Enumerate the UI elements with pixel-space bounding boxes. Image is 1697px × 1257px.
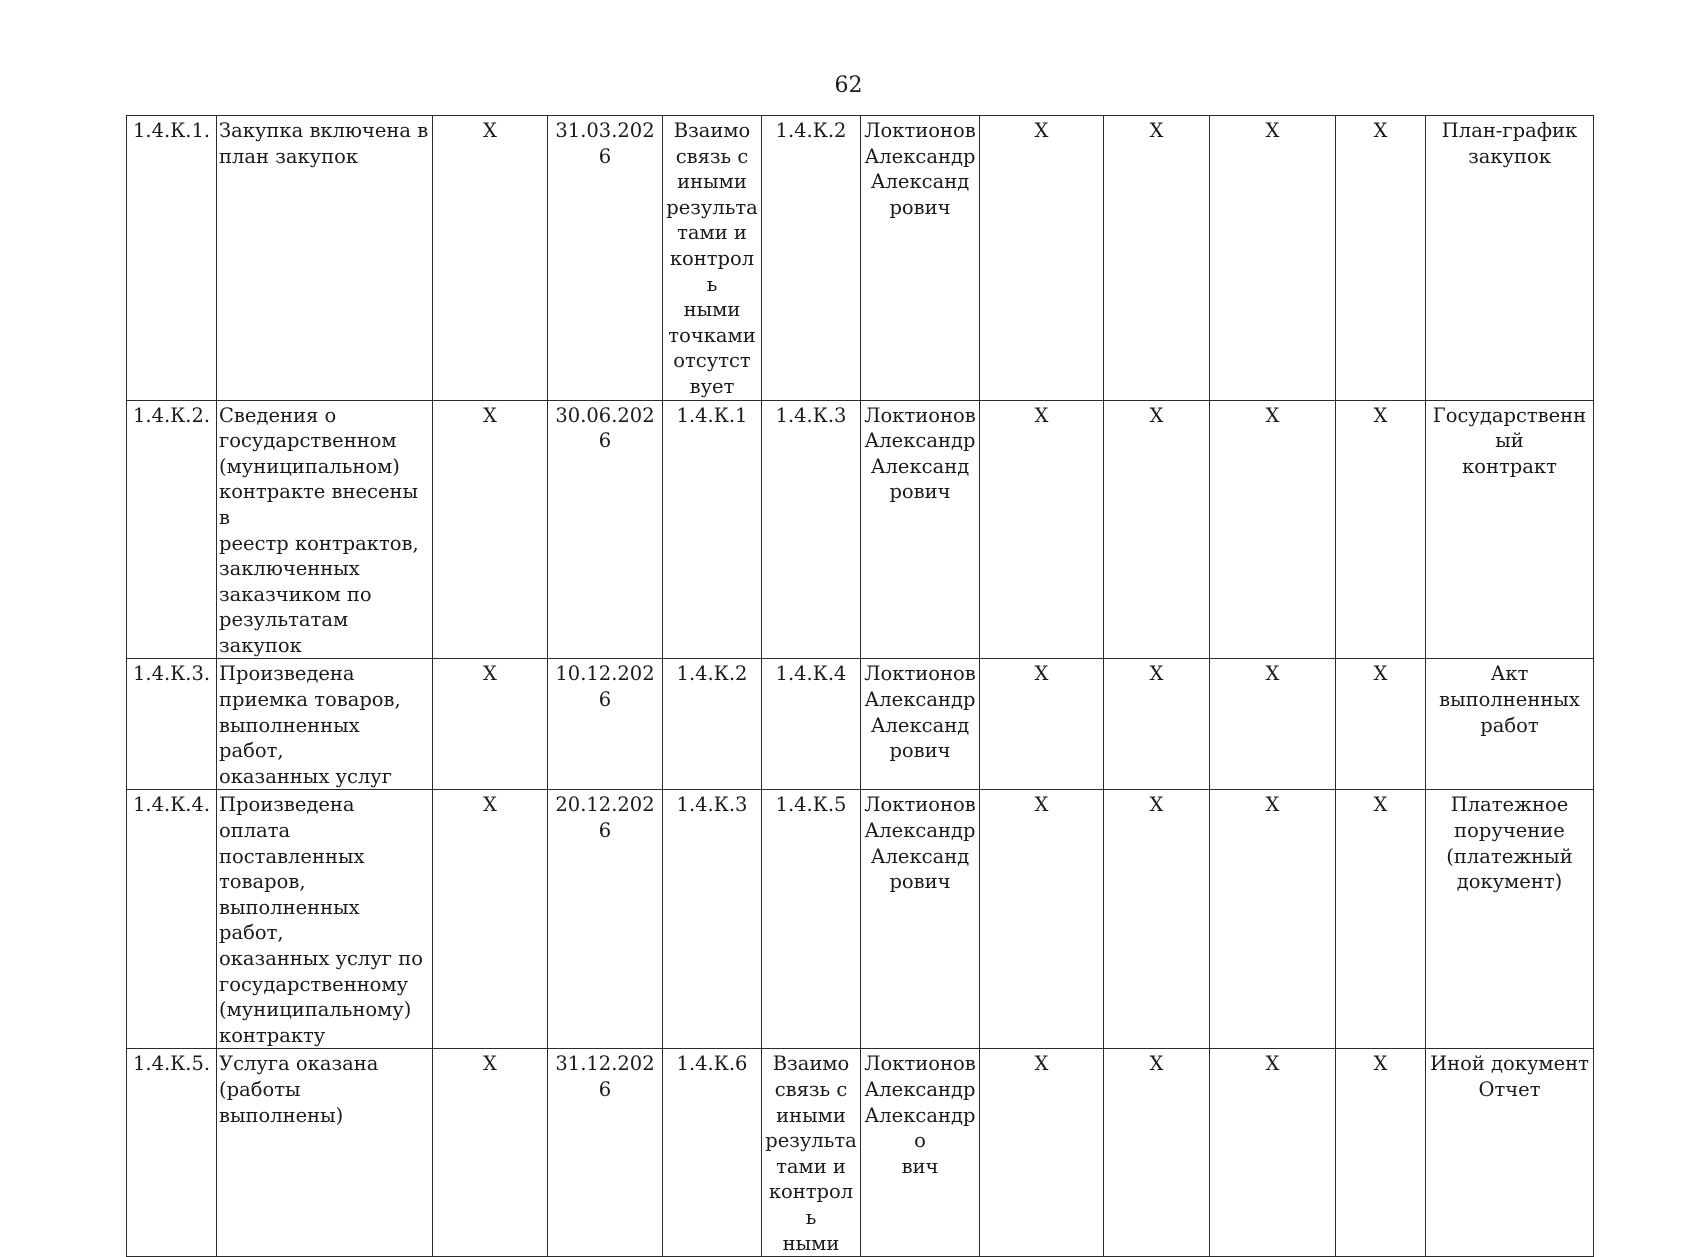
cell-next: 1.4.К.5 <box>762 790 861 1049</box>
cell-mark: Х <box>1210 1049 1336 1257</box>
cell-mark: Х <box>433 400 548 659</box>
cell-mark: Х <box>1210 659 1336 790</box>
cell-name: Закупка включена в план закупок <box>217 116 433 401</box>
cell-prev: 1.4.К.3 <box>663 790 762 1049</box>
cell-mark: Х <box>1210 400 1336 659</box>
cell-date: 20.12.2026 <box>548 790 663 1049</box>
cell-mark: Х <box>1104 1049 1210 1257</box>
cell-next: Взаимо связь с иными результа тами и контроль ными <box>762 1049 861 1257</box>
cell-mark: Х <box>433 1049 548 1257</box>
cell-document: Акт выполненных работ <box>1426 659 1594 790</box>
cell-mark: Х <box>980 400 1104 659</box>
cell-next: 1.4.К.4 <box>762 659 861 790</box>
cell-document: План-график закупок <box>1426 116 1594 401</box>
cell-date: 31.03.2026 <box>548 116 663 401</box>
cell-name: Услуга оказана (работы выполнены) <box>217 1049 433 1257</box>
cell-prev: Взаимо связь с иными результа тами и контроль ными точками отсутст вует <box>663 116 762 401</box>
cell-mark: Х <box>1336 659 1426 790</box>
cell-responsible: Локтионов Александр Александ рович <box>861 790 980 1049</box>
cell-code: 1.4.К.2. <box>127 400 217 659</box>
cell-next: 1.4.К.3 <box>762 400 861 659</box>
cell-mark: Х <box>433 790 548 1049</box>
cell-mark: Х <box>1336 116 1426 401</box>
cell-mark: Х <box>1104 400 1210 659</box>
cell-prev: 1.4.К.6 <box>663 1049 762 1257</box>
cell-name: Произведена приемка товаров, выполненных работ, оказанных услуг <box>217 659 433 790</box>
cell-name: Произведена оплата поставленных товаров, выполненных работ, оказанных услуг по государственному (муниципальному) контракту <box>217 790 433 1049</box>
table-row <box>127 116 1594 401</box>
table-row <box>127 1049 1594 1257</box>
cell-code: 1.4.К.3. <box>127 659 217 790</box>
cell-code: 1.4.К.5. <box>127 1049 217 1257</box>
cell-mark: Х <box>980 790 1104 1049</box>
cell-document: Платежное поручение (платежный документ) <box>1426 790 1594 1049</box>
cell-prev: 1.4.К.1 <box>663 400 762 659</box>
table-row <box>127 400 1594 659</box>
cell-date: 31.12.2026 <box>548 1049 663 1257</box>
cell-mark: Х <box>1336 400 1426 659</box>
cell-date: 30.06.2026 <box>548 400 663 659</box>
cell-mark: Х <box>1104 116 1210 401</box>
cell-next: 1.4.К.2 <box>762 116 861 401</box>
table-row <box>127 659 1594 790</box>
cell-responsible: Локтионов Александр Александ рович <box>861 400 980 659</box>
page-number: 62 <box>834 73 863 98</box>
cell-mark: Х <box>980 659 1104 790</box>
cell-date: 10.12.2026 <box>548 659 663 790</box>
cell-mark: Х <box>433 116 548 401</box>
cell-mark: Х <box>980 116 1104 401</box>
cell-responsible: Локтионов Александр Александ рович <box>861 116 980 401</box>
cell-name: Сведения о государственном (муниципальном) контракте внесены в реестр контрактов, заключенных заказчиком по результатам закупок <box>217 400 433 659</box>
cell-mark: Х <box>1210 116 1336 401</box>
cell-mark: Х <box>1336 1049 1426 1257</box>
cell-code: 1.4.К.1. <box>127 116 217 401</box>
cell-mark: Х <box>1104 790 1210 1049</box>
cell-mark: Х <box>980 1049 1104 1257</box>
cell-mark: Х <box>433 659 548 790</box>
cell-responsible: Локтионов Александр Александ рович <box>861 659 980 790</box>
cell-mark: Х <box>1336 790 1426 1049</box>
cell-code: 1.4.К.4. <box>127 790 217 1049</box>
cell-prev: 1.4.К.2 <box>663 659 762 790</box>
cell-mark: Х <box>1104 659 1210 790</box>
control-points-table <box>126 115 1594 1257</box>
cell-mark: Х <box>1210 790 1336 1049</box>
cell-document: Государственный контракт <box>1426 400 1594 659</box>
cell-responsible: Локтионов Александр Александро вич <box>861 1049 980 1257</box>
table-row <box>127 790 1594 1049</box>
cell-document: Иной документ Отчет <box>1426 1049 1594 1257</box>
